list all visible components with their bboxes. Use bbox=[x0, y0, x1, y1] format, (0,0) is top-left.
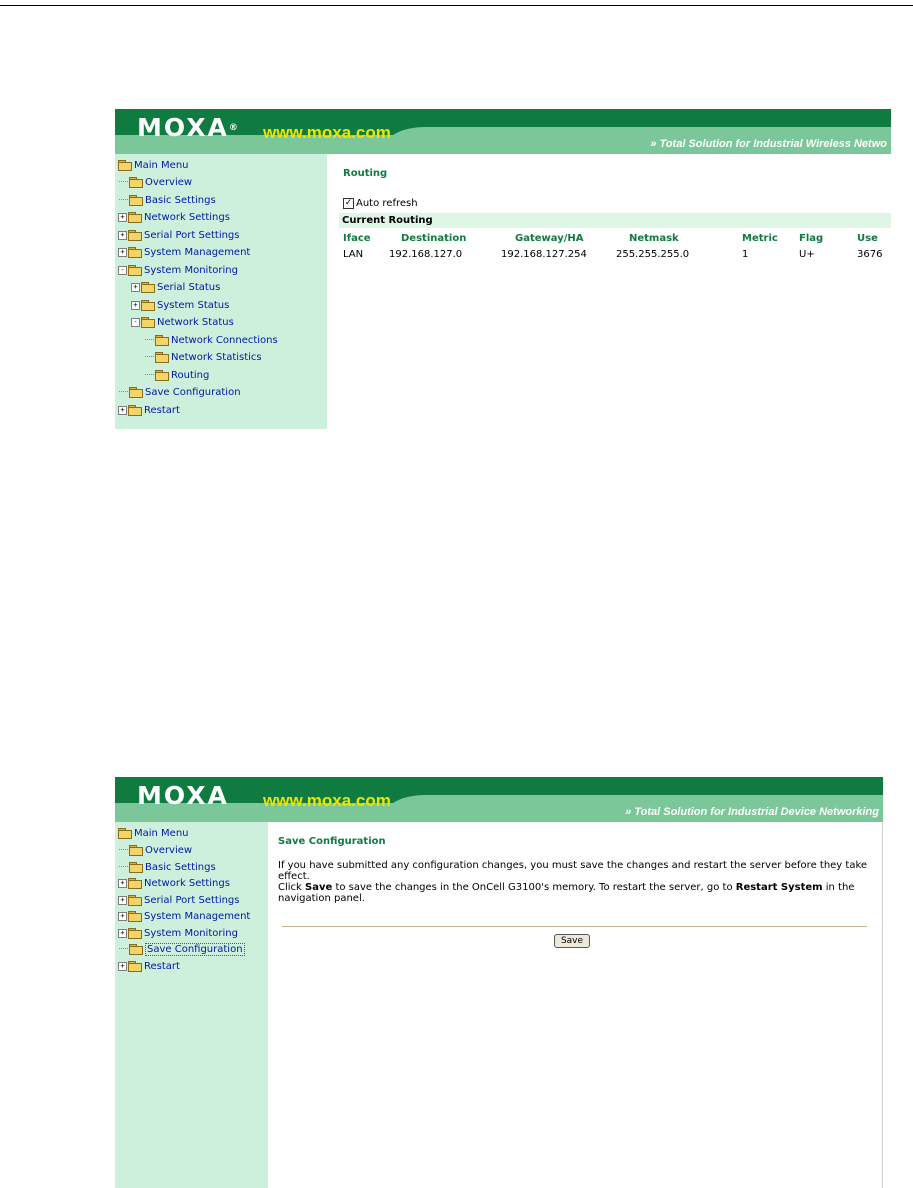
expand-icon[interactable]: + bbox=[131, 301, 140, 310]
folder-open-icon bbox=[128, 265, 141, 275]
nav-restart[interactable]: + Restart bbox=[118, 958, 180, 974]
folder-icon bbox=[155, 370, 168, 380]
nav-main-menu[interactable]: Main Menu bbox=[118, 825, 189, 841]
folder-open-icon bbox=[118, 828, 131, 838]
nav-network-settings[interactable]: + Network Settings bbox=[118, 875, 230, 891]
moxa-url-link[interactable]: www.moxa.com bbox=[263, 791, 391, 810]
folder-icon bbox=[155, 335, 168, 345]
table-cell: 3676 bbox=[857, 249, 883, 260]
auto-refresh-row[interactable] bbox=[343, 198, 418, 209]
nav-main-menu[interactable]: Main Menu bbox=[118, 157, 189, 173]
folder-icon bbox=[128, 212, 141, 222]
table-cell: 1 bbox=[742, 249, 749, 260]
nav-system-monitoring[interactable]: + System Monitoring bbox=[118, 925, 238, 941]
nav-network-settings[interactable]: + Network Settings bbox=[118, 209, 230, 225]
folder-open-icon bbox=[118, 160, 131, 170]
table-cell: 192.168.127.254 bbox=[501, 249, 587, 260]
header-banner bbox=[115, 777, 883, 822]
navigation-panel bbox=[115, 822, 268, 1188]
tagline: » Total Solution for Industrial Device Networking bbox=[625, 806, 879, 818]
nav-serial-port-settings[interactable]: + Serial Port Settings bbox=[118, 892, 240, 908]
folder-icon bbox=[128, 230, 141, 240]
routing-screenshot bbox=[115, 109, 891, 429]
col-header-use: Use bbox=[857, 233, 878, 244]
expand-icon[interactable]: + bbox=[118, 406, 127, 415]
expand-icon[interactable]: + bbox=[118, 912, 127, 921]
auto-refresh-label: Auto refresh bbox=[356, 198, 418, 209]
expand-icon[interactable]: + bbox=[118, 929, 127, 938]
expand-icon[interactable]: + bbox=[118, 962, 127, 971]
col-header-netmask: Netmask bbox=[629, 233, 679, 244]
expand-icon[interactable]: + bbox=[118, 896, 127, 905]
nav-system-monitoring[interactable]: - System Monitoring bbox=[118, 262, 238, 278]
nav-system-status[interactable]: + System Status bbox=[131, 297, 229, 313]
moxa-logo: MOXA® bbox=[137, 113, 238, 142]
nav-save-configuration[interactable]: Save Configuration bbox=[119, 384, 241, 400]
routing-content bbox=[327, 154, 891, 429]
nav-network-status[interactable]: - Network Status bbox=[131, 314, 234, 330]
folder-icon bbox=[129, 944, 142, 954]
table-cell: 192.168.127.0 bbox=[389, 249, 463, 260]
folder-icon bbox=[129, 862, 142, 872]
divider bbox=[282, 926, 867, 927]
moxa-url-link[interactable]: www.moxa.com bbox=[263, 123, 391, 142]
nav-network-statistics[interactable]: Network Statistics bbox=[145, 349, 262, 365]
folder-icon bbox=[141, 282, 154, 292]
page-title: Routing bbox=[343, 168, 388, 179]
nav-overview[interactable]: Overview bbox=[119, 174, 192, 190]
header-banner bbox=[115, 109, 891, 154]
collapse-icon[interactable]: - bbox=[118, 266, 127, 275]
nav-system-management[interactable]: + System Management bbox=[118, 908, 250, 924]
folder-icon bbox=[128, 961, 141, 971]
nav-overview[interactable]: Overview bbox=[119, 842, 192, 858]
expand-icon[interactable]: + bbox=[118, 231, 127, 240]
expand-icon[interactable]: + bbox=[118, 879, 127, 888]
save-configuration-content bbox=[268, 822, 883, 1188]
table-cell: 255.255.255.0 bbox=[616, 249, 690, 260]
expand-icon[interactable]: + bbox=[118, 213, 127, 222]
folder-icon bbox=[129, 387, 142, 397]
folder-icon bbox=[128, 878, 141, 888]
nav-network-connections[interactable]: Network Connections bbox=[145, 332, 278, 348]
folder-icon bbox=[128, 895, 141, 905]
table-cell: U+ bbox=[799, 249, 815, 260]
folder-icon bbox=[128, 247, 141, 257]
folder-icon bbox=[129, 845, 142, 855]
nav-serial-port-settings[interactable]: + Serial Port Settings bbox=[118, 227, 240, 243]
nav-basic-settings[interactable]: Basic Settings bbox=[119, 192, 216, 208]
expand-icon[interactable]: + bbox=[131, 283, 140, 292]
tagline: » Total Solution for Industrial Wireless Netwo bbox=[650, 138, 887, 150]
folder-open-icon bbox=[141, 317, 154, 327]
nav-basic-settings[interactable]: Basic Settings bbox=[119, 859, 216, 875]
col-header-flag: Flag bbox=[799, 233, 824, 244]
folder-icon bbox=[128, 405, 141, 415]
folder-icon bbox=[128, 928, 141, 938]
folder-icon bbox=[129, 195, 142, 205]
nav-save-configuration[interactable]: Save Configuration bbox=[119, 941, 245, 957]
moxa-logo: MOXA bbox=[137, 781, 229, 810]
save-button[interactable]: Save bbox=[554, 934, 590, 948]
col-header-iface: Iface bbox=[343, 233, 371, 244]
expand-icon[interactable]: + bbox=[118, 248, 127, 257]
col-header-gateway: Gateway/HA bbox=[515, 233, 584, 244]
save-configuration-screenshot bbox=[115, 777, 883, 1188]
col-header-metric: Metric bbox=[742, 233, 778, 244]
auto-refresh-checkbox[interactable]: ✓ bbox=[344, 198, 353, 208]
current-routing-header: Current Routing bbox=[339, 213, 891, 228]
page-top-rule bbox=[0, 5, 913, 6]
nav-restart[interactable]: + Restart bbox=[118, 402, 180, 418]
collapse-icon[interactable]: - bbox=[131, 318, 140, 327]
nav-routing[interactable]: Routing bbox=[145, 367, 209, 383]
navigation-panel bbox=[115, 154, 327, 429]
save-instructions: If you have submitted any configuration changes, you must save the changes and restart the server before they take effect. Click Save to save the changes in the OnCell G3100's memory. To restart the server, go to Restart System in the navigation panel. bbox=[278, 860, 868, 904]
folder-icon bbox=[141, 300, 154, 310]
nav-system-management[interactable]: + System Management bbox=[118, 244, 250, 260]
folder-icon bbox=[155, 352, 168, 362]
nav-serial-status[interactable]: + Serial Status bbox=[131, 279, 220, 295]
folder-icon bbox=[128, 911, 141, 921]
col-header-destination: Destination bbox=[401, 233, 467, 244]
folder-icon bbox=[129, 177, 142, 187]
page-title: Save Configuration bbox=[278, 836, 386, 847]
table-cell: LAN bbox=[343, 249, 364, 260]
